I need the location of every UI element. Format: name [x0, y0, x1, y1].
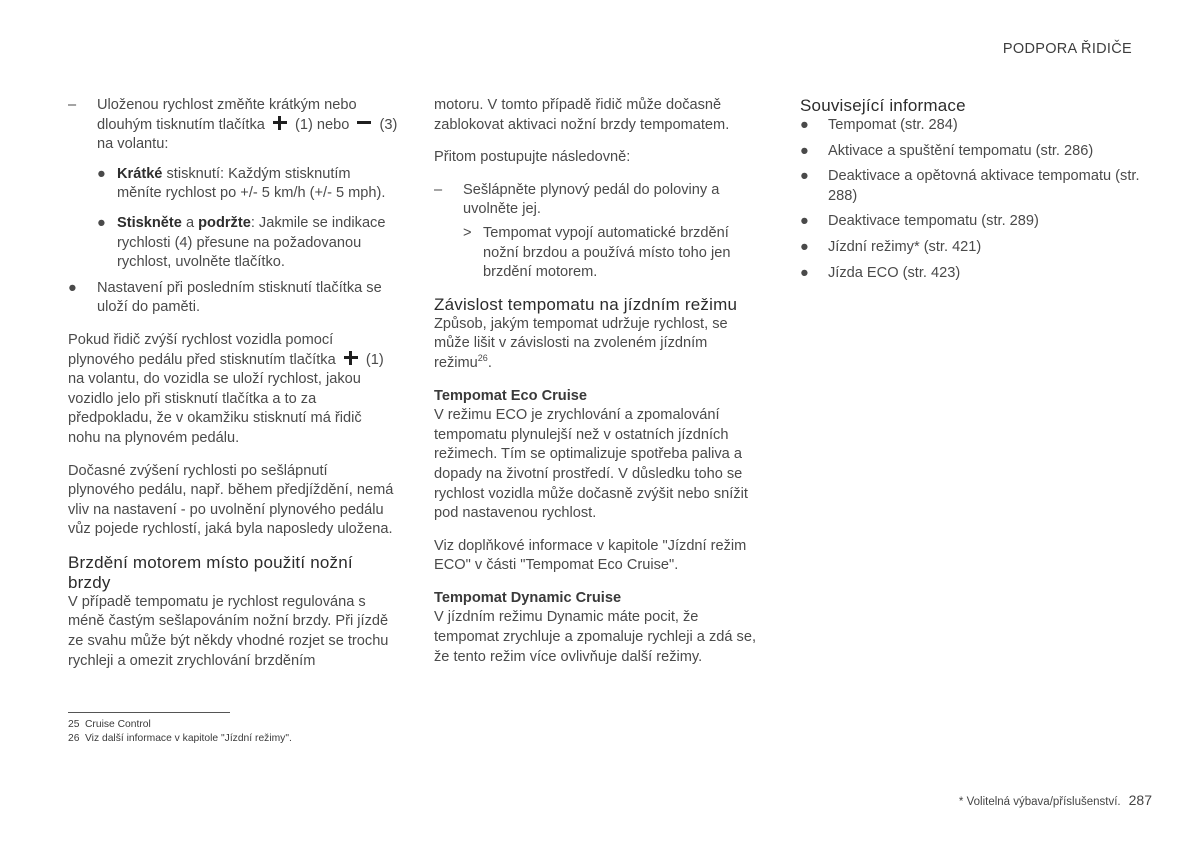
- related-links: [800, 116, 1140, 283]
- footnote-number: 25: [68, 719, 80, 730]
- page-header: PODPORA ŘIDIČE: [1002, 41, 1132, 57]
- sub-item-text: stisknutí: Každým stisknutím měníte rychlost po +/- 5 km/h (+/- 5 mph).: [117, 165, 386, 202]
- plus-button-icon: [344, 351, 358, 365]
- related-link[interactable]: [800, 116, 1140, 136]
- footnote-divider: [68, 712, 230, 713]
- minus-button-icon: [357, 116, 371, 130]
- sub-item: [97, 165, 398, 204]
- bold-term: Stiskněte: [117, 214, 182, 231]
- related-link-text[interactable]: Tempomat (str. 284): [828, 117, 958, 133]
- subheading: Tempomat Eco Cruise: [434, 387, 587, 404]
- paragraph: motoru. V tomto případě řidič může dočasně zablokovat aktivaci nožní brzdy tempomatem.: [434, 97, 730, 133]
- dash-marker: –: [434, 181, 443, 198]
- bullet-marker: ●: [800, 142, 809, 159]
- page-footer: [959, 791, 1152, 813]
- bullet-marker: ●: [97, 214, 106, 231]
- bullet-marker: ●: [68, 279, 77, 296]
- bullet-marker: ●: [800, 213, 809, 230]
- dash-marker: –: [68, 97, 77, 113]
- paragraph-text: Způsob, jakým tempomat udržuje rychlost, se může lišit v závislosti na zvoleném jízdním režimu: [434, 315, 728, 371]
- related-link-text[interactable]: Deaktivace a opětovná aktivace tempomatu (str. 288): [828, 168, 1140, 204]
- related-link-text[interactable]: Deaktivace tempomatu (str. 289): [828, 213, 1039, 230]
- paragraph: V případě tempomatu je rychlost regulována s méně častým sešlapováním nožní brzdy. Při jízdě ze svahu může být někdy vhodné rozjet se trochu rychleji a omezit zrychlování brzděním: [68, 593, 389, 669]
- result-text: Tempomat vypojí automatické brzdění nožní brzdou a používá místo toho jen brzdění motorem.: [483, 224, 731, 281]
- related-link[interactable]: [800, 142, 1140, 162]
- paragraph: Přitom postupujte následovně:: [434, 149, 631, 166]
- footnote-text: Viz další informace v kapitole "Jízdní režimy".: [85, 733, 292, 744]
- paragraph-text: .: [487, 354, 492, 371]
- page-number: 287: [1128, 792, 1152, 808]
- plus-button-icon: [273, 116, 287, 130]
- step-text: Sešlápněte plynový pedál do poloviny a uvolněte jej.: [463, 181, 720, 218]
- paragraph: V jízdním režimu Dynamic máte pocit, že tempomat zrychluje a zpomaluje rychleji a zdá se, že tento režim více ovlivňuje další režimy.: [434, 609, 757, 665]
- item-text: (1) nebo: [295, 116, 350, 133]
- item-text: (3) na volantu:: [97, 116, 398, 153]
- bold-term: Krátké: [117, 165, 163, 182]
- paragraph: Viz doplňkové informace v kapitole "Jízdní režim ECO" v části "Tempomat Eco Cruise".: [434, 537, 747, 574]
- footnote-text: Cruise Control: [85, 719, 151, 730]
- footnote-ref: 26: [477, 352, 488, 363]
- column-3: [800, 96, 1140, 289]
- sub-item-text: a: [181, 214, 199, 231]
- paragraph: Dočasné zvýšení rychlosti po sešlápnutí plynového pedálu, např. během předjíždění, nemá vliv na nastavení - po uvolnění plynového pedálu vůz pojede rychlostí, jaká byla naposledy uložena.: [68, 462, 394, 538]
- column-2: [434, 96, 764, 680]
- section-heading: Závislost tempomatu na jízdním režimu: [434, 294, 738, 314]
- list-item: [68, 279, 398, 318]
- footnote: [68, 718, 151, 731]
- list-item: [68, 96, 398, 273]
- section-heading: Brzdění motorem místo použití nožní brzdy: [68, 552, 353, 592]
- sub-item: [97, 214, 398, 273]
- related-link-text[interactable]: Jízda ECO (str. 423): [828, 264, 961, 281]
- optional-equipment-note: * Volitelná výbava/příslušenství.: [958, 796, 1121, 808]
- footnote-number: 26: [68, 733, 80, 744]
- paragraph: [68, 331, 398, 449]
- sub-item-text: : Jakmile se indikace rychlosti (4) přesune na požadovanou rychlost, uvolněte tlačítko.: [117, 214, 386, 271]
- bullet-marker: ●: [800, 238, 809, 255]
- related-link[interactable]: [800, 167, 1140, 206]
- related-link[interactable]: [800, 264, 1140, 284]
- item-text: Nastavení při posledním stisknutí tlačítka se uloží do paměti.: [97, 279, 382, 316]
- paragraph: [434, 315, 764, 374]
- bold-term: podržte: [198, 214, 251, 231]
- item-text: Uloženou rychlost změňte krátkým nebo dlouhým tisknutím tlačítka: [97, 97, 357, 133]
- column-1: [68, 96, 398, 684]
- step-item: [434, 181, 764, 220]
- paragraph: V režimu ECO je zrychlování a zpomalování tempomatu plynulejší než v ostatních jízdních režimech. Tím se optimalizuje spotřeba paliva a dopady na životní prostředí. V důsledku toho se rychlost vozidla může dočasně zvýšit nebo snížit pod nastavenou rychlost.: [434, 407, 748, 522]
- paragraph-text: (1) na volantu, do vozidla se uloží rychlost, jakou vozidlo jelo při stisknutí tlačítka a to za předpokladu, že v okamžiku stisknutí má řidič nohu na plynovém pedálu.: [68, 351, 384, 446]
- related-link[interactable]: [800, 212, 1140, 232]
- bullet-marker: ●: [97, 165, 106, 182]
- subheading: Tempomat Dynamic Cruise: [434, 589, 622, 606]
- related-link[interactable]: [800, 238, 1140, 258]
- result-item: [463, 224, 764, 283]
- related-heading: Související informace: [800, 96, 966, 115]
- related-link-text[interactable]: Jízdní režimy* (str. 421): [828, 238, 982, 255]
- bullet-marker: ●: [800, 168, 809, 185]
- bullet-marker: ●: [800, 117, 809, 133]
- footnote: [68, 732, 292, 745]
- arrow-marker: >: [463, 224, 472, 241]
- related-link-text[interactable]: Aktivace a spuštění tempomatu (str. 286): [828, 142, 1094, 159]
- bullet-marker: ●: [800, 264, 809, 281]
- paragraph-text: Pokud řidič zvýší rychlost vozidla pomocí plynového pedálu před stisknutím tlačítka: [68, 331, 336, 368]
